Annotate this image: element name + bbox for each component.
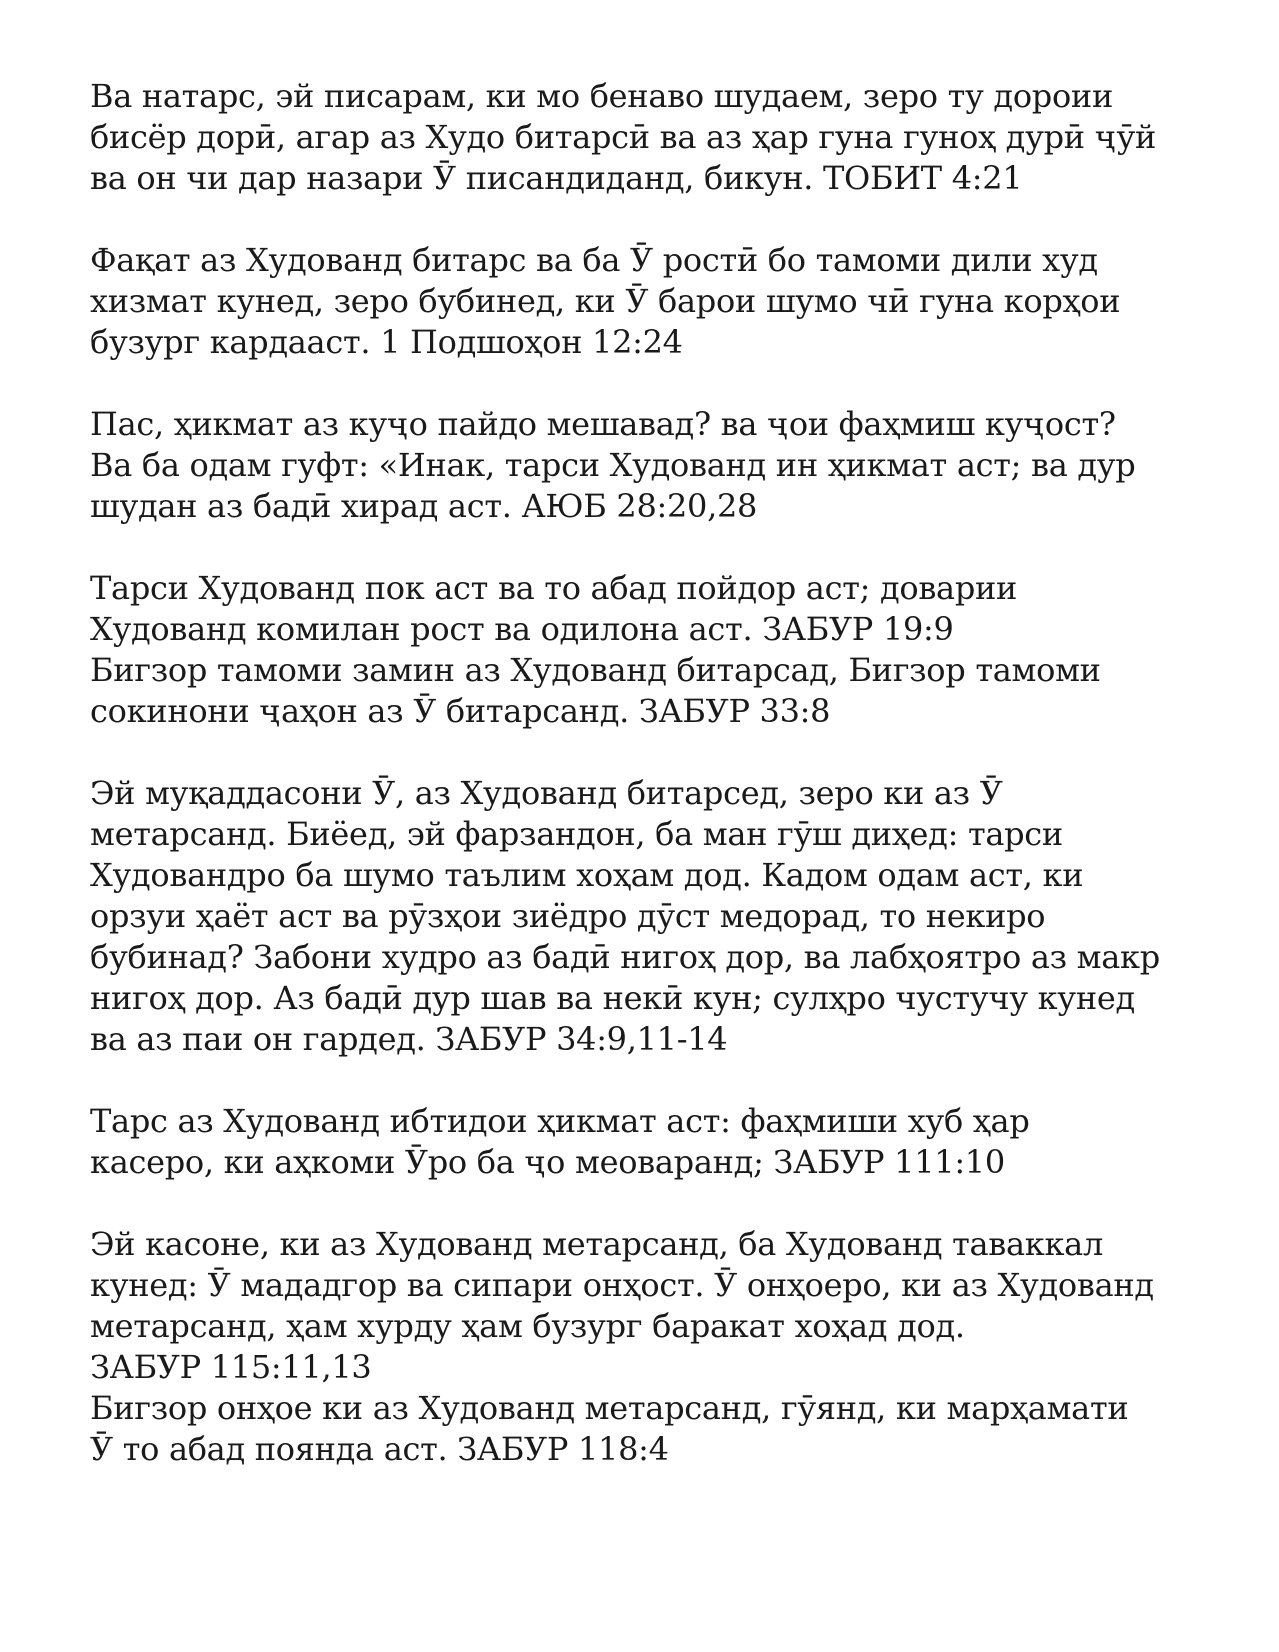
text-line: Эй муқаддасони Ӯ, аз Худованд битарсед, зеро ки аз Ӯ bbox=[90, 774, 1003, 812]
text-line: Бигзор тамоми замин аз Худованд битарсад, Бигзор тамоми bbox=[90, 651, 1101, 689]
text-line: Тарс аз Худованд ибтидои ҳикмат аст: фаҳмиши хуб ҳар bbox=[90, 1102, 1030, 1140]
text-line: Эй касоне, ки аз Худованд метарсанд, ба Худованд таваккал bbox=[90, 1225, 1103, 1263]
text-line: Фақат аз Худованд битарс ва ба Ӯ ростӣ бо тамоми дили худ bbox=[90, 241, 1098, 279]
text-line: ва он чи дар назари Ӯ писандиданд, бикун. ТОБИТ 4:21 bbox=[90, 159, 1023, 197]
text-line: шудан аз бадӣ хирад аст. АЮБ 28:20,28 bbox=[90, 487, 758, 525]
text-line: кунед: Ӯ мададгор ва сипари онҳост. Ӯ онҳоеро, ки аз Худованд bbox=[90, 1266, 1154, 1304]
text-line: Бигзор онҳое ки аз Худованд метарсанд, гӯянд, ки марҳамати bbox=[90, 1389, 1129, 1427]
passage-psalm-19-33 bbox=[90, 568, 1210, 732]
text-line: Ӯ то абад поянда аст. ЗАБУР 118:4 bbox=[90, 1430, 669, 1468]
text-line: Тарси Худованд пок аст ва то абад пойдор аст; доварии bbox=[90, 569, 1018, 607]
passage-tobit bbox=[90, 76, 1210, 199]
text-line: Пас, ҳикмат аз куҷо пайдо мешавад? ва ҷои фаҳмиш куҷост? bbox=[90, 405, 1116, 443]
passage-job bbox=[90, 404, 1210, 527]
text-line: орзуи ҳаёт аст ва рӯзҳои зиёдро дӯст медорад, то некиро bbox=[90, 897, 1046, 935]
text-line: Худовандро ба шумо таълим хоҳам дод. Кадом одам аст, ки bbox=[90, 856, 1084, 894]
text-line: ва аз паи он гардед. ЗАБУР 34:9,11-14 bbox=[90, 1020, 728, 1058]
text-line: Худованд комилан рост ва одилона аст. ЗАБУР 19:9 bbox=[90, 610, 954, 648]
text-line: метарсанд. Биёед, эй фарзандон, ба ман гӯш диҳед: тарси bbox=[90, 815, 1063, 853]
passage-psalm-115-118 bbox=[90, 1224, 1210, 1470]
text-line: Ва ба одам гуфт: «Инак, тарси Худованд ин ҳикмат аст; ва дур bbox=[90, 446, 1136, 484]
text-line: бузург кардааст. 1 Подшоҳон 12:24 bbox=[90, 323, 683, 361]
text-line: бисёр дорӣ, агар аз Худо битарсӣ ва аз ҳар гуна гуноҳ дурӣ ҷӯй bbox=[90, 118, 1157, 156]
passage-psalm-34 bbox=[90, 773, 1210, 1060]
passage-psalm-111 bbox=[90, 1101, 1210, 1183]
passage-1-samuel bbox=[90, 240, 1210, 363]
document-page bbox=[90, 76, 1210, 1511]
text-line: хизмат кунед, зеро бубинед, ки Ӯ барои шумо чӣ гуна корҳои bbox=[90, 282, 1121, 320]
text-line: бубинад? Забони худро аз бадӣ нигоҳ дор, ва лабҳоятро аз макр bbox=[90, 938, 1160, 976]
text-line: сокинони ҷаҳон аз Ӯ битарсанд. ЗАБУР 33:8 bbox=[90, 692, 831, 730]
text-line: ЗАБУР 115:11,13 bbox=[90, 1348, 372, 1386]
text-line: метарсанд, ҳам хурду ҳам бузург баракат хоҳад дод. bbox=[90, 1307, 965, 1345]
text-line: нигоҳ дор. Аз бадӣ дур шав ва некӣ кун; сулҳро чустучу кунед bbox=[90, 979, 1135, 1017]
text-line: Ва натарс, эй писарам, ки мо бенаво шудаем, зеро ту дороии bbox=[90, 77, 1113, 115]
text-line: касеро, ки аҳкоми Ӯро ба ҷо меоваранд; ЗАБУР 111:10 bbox=[90, 1143, 1005, 1181]
